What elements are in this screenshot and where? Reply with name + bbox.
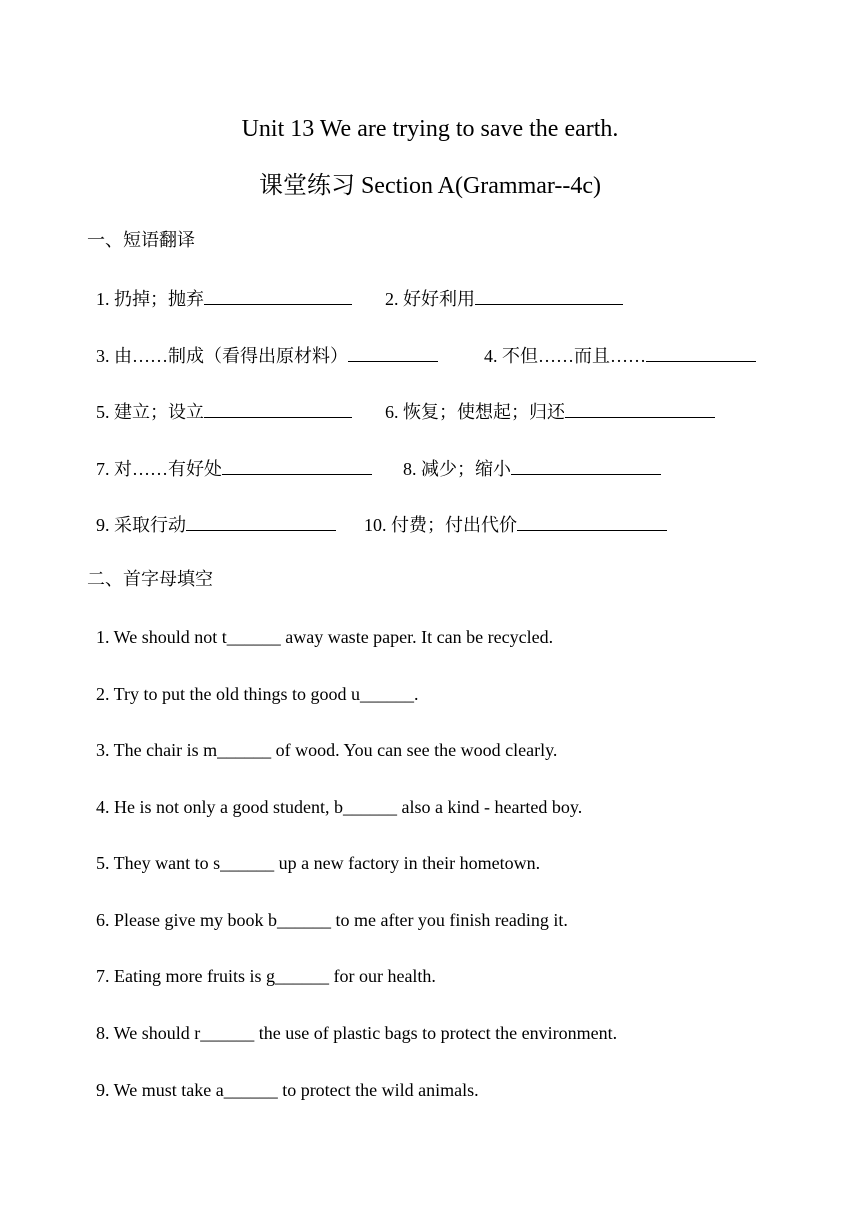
answer-blank[interactable] (517, 510, 667, 531)
phrase-label: 1. 扔掉；抛弃 (96, 289, 204, 309)
section-heading-phrase-translation: 一、短语翻译 (87, 230, 195, 250)
answer-blank[interactable] (204, 284, 352, 305)
answer-blank[interactable] (475, 284, 623, 305)
answer-blank[interactable] (222, 454, 372, 475)
phrase-item (96, 341, 438, 369)
phrase-label: 5. 建立；设立 (96, 402, 204, 422)
phrase-label: 8. 减少；缩小 (403, 459, 511, 479)
phrase-label: 7. 对……有好处 (96, 459, 222, 479)
fill-in-sentence: 4. He is not only a good student, b______ also a kind - hearted boy. (96, 797, 583, 817)
worksheet-subtitle: 课堂练习 Section A(Grammar--4c) (258, 173, 602, 199)
fill-in-sentence: 8. We should r______ the use of plastic bags to protect the environment. (96, 1023, 618, 1043)
answer-blank[interactable] (348, 341, 438, 362)
fill-in-sentence: 1. We should not t______ away waste paper. It can be recycled. (96, 627, 554, 647)
phrase-label: 9. 采取行动 (96, 515, 186, 535)
answer-blank[interactable] (511, 454, 661, 475)
phrase-label: 4. 不但……而且…… (484, 346, 646, 366)
phrase-item (96, 284, 352, 312)
fill-in-sentence: 7. Eating more fruits is g______ for our health. (96, 966, 436, 986)
phrase-label: 10. 付费；付出代价 (364, 515, 517, 535)
fill-in-sentence: 5. They want to s______ up a new factory in their hometown. (96, 853, 541, 873)
phrase-item (484, 341, 756, 369)
phrase-item (96, 454, 372, 482)
phrase-item (385, 397, 715, 425)
phrase-item (385, 284, 623, 312)
phrase-item (364, 510, 667, 538)
phrase-label: 2. 好好利用 (385, 289, 475, 309)
worksheet-title: Unit 13 We are trying to save the earth. (241, 116, 619, 142)
fill-in-sentence: 9. We must take a______ to protect the wild animals. (96, 1080, 479, 1100)
phrase-label: 3. 由……制成（看得出原材料） (96, 346, 348, 366)
fill-in-sentence: 2. Try to put the old things to good u______. (96, 684, 419, 704)
answer-blank[interactable] (565, 397, 715, 418)
phrase-item (96, 397, 352, 425)
phrase-item (403, 454, 661, 482)
answer-blank[interactable] (186, 510, 336, 531)
answer-blank[interactable] (646, 341, 756, 362)
fill-in-sentence: 3. The chair is m______ of wood. You can see the wood clearly. (96, 740, 558, 760)
answer-blank[interactable] (204, 397, 352, 418)
phrase-item (96, 510, 336, 538)
phrase-label: 6. 恢复；使想起；归还 (385, 402, 565, 422)
fill-in-sentence: 6. Please give my book b______ to me after you finish reading it. (96, 910, 568, 930)
section-heading-initial-letter-fill: 二、首字母填空 (87, 569, 213, 589)
